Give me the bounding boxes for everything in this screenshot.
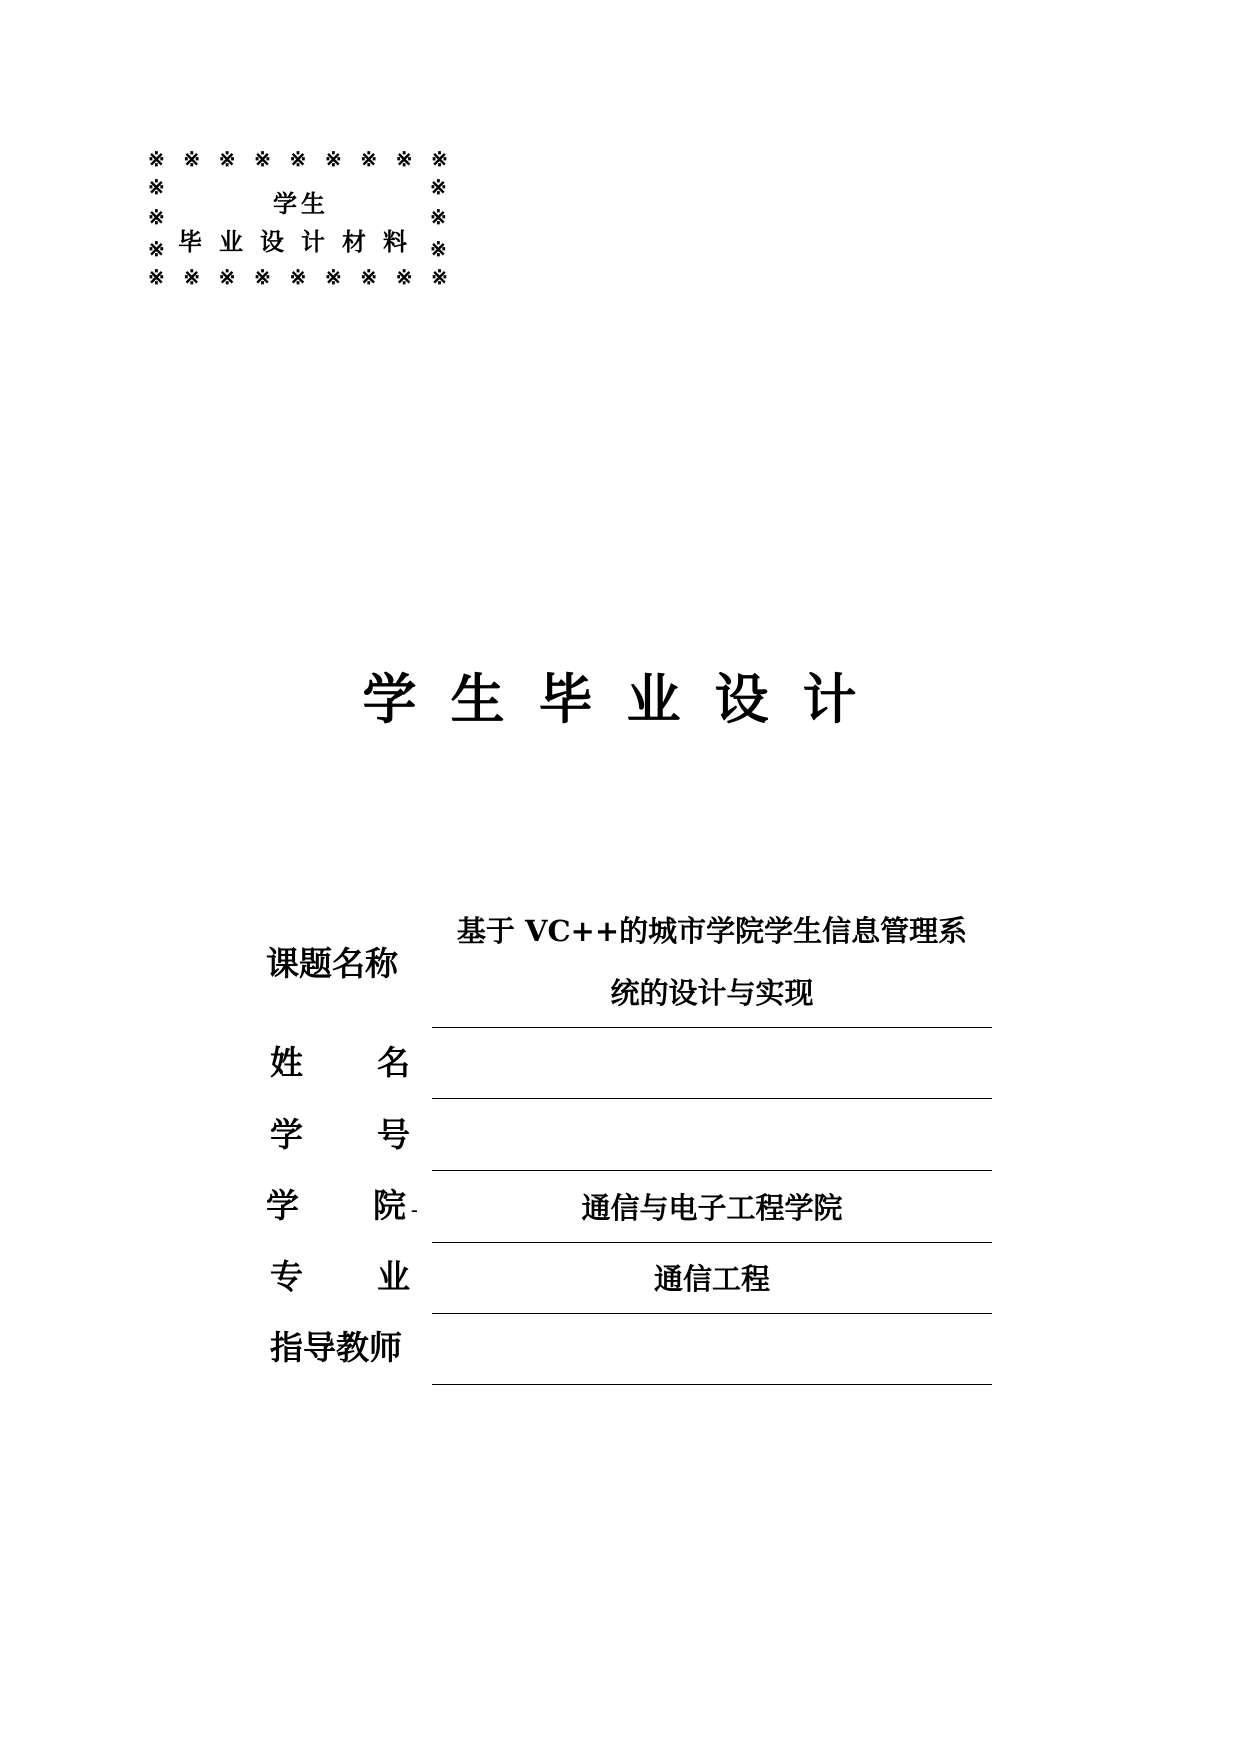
star-glyph: ※ xyxy=(183,265,201,289)
major-value: 通信工程 xyxy=(653,1262,770,1296)
star-glyph: ※ xyxy=(324,265,342,289)
major-underline xyxy=(432,1313,992,1314)
student-id-label-char: 号 xyxy=(377,1115,410,1154)
star-glyph: ※ xyxy=(395,265,413,289)
star-glyph: ※ xyxy=(324,147,342,171)
decorative-box xyxy=(148,148,448,288)
topic-label: 课题名称 xyxy=(266,944,398,983)
star-glyph: ※ xyxy=(395,147,413,171)
star-glyph: ※ xyxy=(183,147,201,171)
star-glyph: ※ xyxy=(430,237,447,261)
college-underline xyxy=(432,1242,992,1243)
college-label-char: 学 xyxy=(266,1186,299,1225)
college-label-char: 院 xyxy=(373,1186,406,1225)
star-glyph: ※ xyxy=(360,147,378,171)
major-label xyxy=(270,1257,410,1297)
star-glyph: ※ xyxy=(289,147,307,171)
star-border-top xyxy=(148,148,448,170)
major-label-char: 业 xyxy=(377,1257,410,1296)
name-label-char: 姓 xyxy=(270,1043,303,1082)
name-label xyxy=(270,1043,410,1083)
student-id-label-char: 学 xyxy=(270,1115,303,1154)
star-glyph: ※ xyxy=(289,265,307,289)
star-border-bottom xyxy=(148,266,448,288)
star-glyph: ※ xyxy=(148,205,165,229)
star-glyph: ※ xyxy=(254,265,271,289)
college-value: 通信与电子工程学院 xyxy=(581,1191,843,1225)
student-id-label xyxy=(270,1115,410,1155)
deco-text-line2: 毕业设计材料 xyxy=(178,227,424,256)
star-glyph: ※ xyxy=(254,147,271,171)
advisor-underline xyxy=(432,1384,992,1385)
topic-underline xyxy=(432,1027,992,1028)
star-glyph: ※ xyxy=(431,265,448,289)
star-glyph: ※ xyxy=(431,147,448,171)
deco-text-line1: 学生 xyxy=(273,189,329,218)
college-label-suffix: - xyxy=(410,1198,418,1222)
star-glyph: ※ xyxy=(148,147,165,171)
topic-value-line1: 基于 VC++的城市学院学生信息管理系 xyxy=(456,914,968,948)
advisor-label: 指导教师 xyxy=(270,1328,402,1367)
star-glyph: ※ xyxy=(430,175,447,199)
star-glyph: ※ xyxy=(148,237,165,261)
topic-value-line2: 统的设计与实现 xyxy=(610,976,814,1010)
college-label xyxy=(266,1186,418,1226)
star-glyph: ※ xyxy=(218,147,236,171)
star-glyph: ※ xyxy=(430,205,447,229)
star-glyph: ※ xyxy=(218,265,236,289)
star-glyph: ※ xyxy=(148,265,165,289)
name-label-char: 名 xyxy=(377,1043,410,1082)
star-glyph: ※ xyxy=(360,265,378,289)
star-glyph: ※ xyxy=(148,175,165,199)
student-id-underline xyxy=(432,1170,992,1171)
document-title: 学生毕业设计 xyxy=(362,668,891,731)
name-underline xyxy=(432,1098,992,1099)
major-label-char: 专 xyxy=(270,1257,303,1296)
